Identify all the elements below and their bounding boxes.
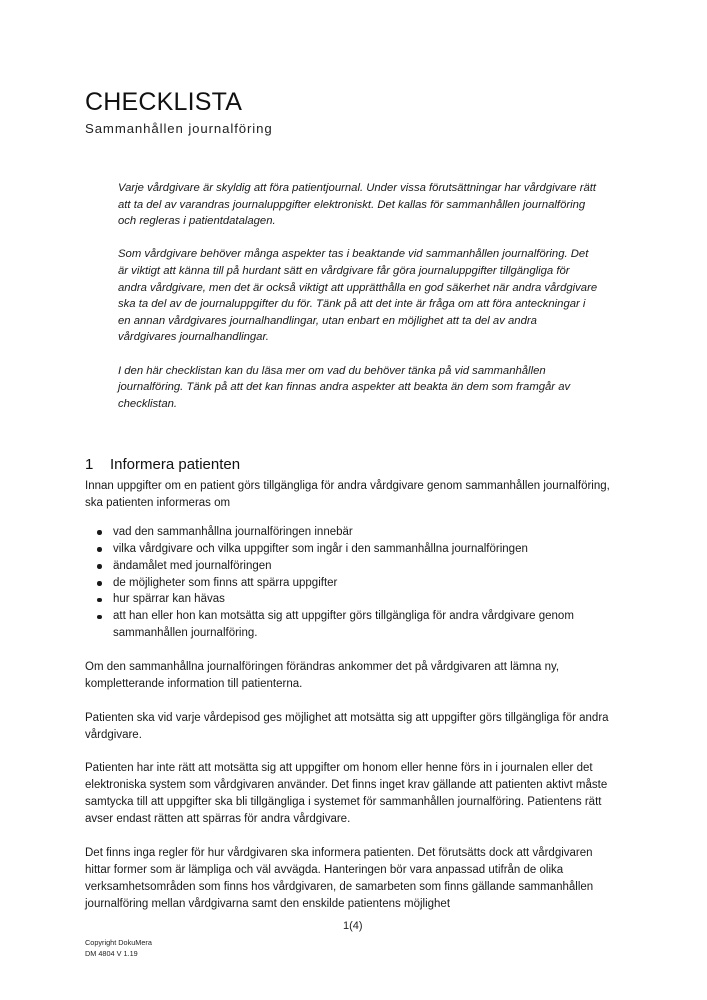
document-subtitle: Sammanhållen journalföring <box>85 121 273 136</box>
intro-paragraph: Varje vårdgivare är skyldig att föra patientjournal. Under vissa förutsättningar har vårdgivare rätt att ta del av varandras journaluppgifter elektroniskt. Det kallas för sammanhållen journalföring och regleras i patientdatalagen. <box>118 182 597 228</box>
footer <box>85 937 152 959</box>
bullet-list <box>85 524 620 642</box>
list-item: ändamålet med journalföringen <box>113 558 620 575</box>
list-item: hur spärrar kan hävas <box>113 591 620 608</box>
section-title: Informera patienten <box>110 456 241 473</box>
intro-paragraph: Som vårdgivare behöver många aspekter tas i beaktande vid sammanhållen journalföring. Det är viktigt att känna till på hurdant sätt en vårdgivare får göra journaluppgifter tillgängliga för andra vårdgivare, men det är också viktigt att upprätthålla en god säkerhet när andra vårdgivare ska ta del av de journaluppgifter du för. Tänk på att det inte är fråga om att föra anteckningar i en annan vårdgivares journalhandlingar, utan enbart en möjlighet att ta del av andra vårdgivares journalhandlingar. <box>118 248 598 344</box>
section-lead: Innan uppgifter om en patient görs tillgängliga för andra vårdgivare genom sammanhållen journalföring, ska patienten informeras om <box>85 480 610 509</box>
intro-block <box>118 180 598 429</box>
list-item: de möjligheter som finns att spärra uppgifter <box>113 575 620 592</box>
list-item: att han eller hon kan motsätta sig att uppgifter görs tillgängliga för andra vårdgivare genom sammanhållen journalföring. <box>113 608 620 642</box>
section-number: 1 <box>85 456 94 473</box>
section-heading <box>85 455 240 475</box>
list-item: vilka vårdgivare och vilka uppgifter som ingår i den sammanhållna journalföringen <box>113 541 620 558</box>
body-paragraph: Om den sammanhållna journalföringen förändras ankommer det på vårdgivaren att lämna ny, kompletterande information till patienterna. <box>85 661 560 690</box>
body-paragraph: Det finns inga regler för hur vårdgivaren ska informera patienten. Det förutsätts dock att vårdgivaren hittar former som är lämpliga och väl avvägda. Hanteringen bör vara anpassad utifrån de olika verksamhetsområden som finns hos vårdgivaren, de samarbeten som finns gällande sammanhållen journalföring mellan vårdgivarna samt den enskilde patientens möjlighet <box>85 846 594 910</box>
body-paragraph: Patienten har inte rätt att motsätta sig att uppgifter om honom eller henne förs in i journalen eller det elektroniska system som vårdgivaren använder. Det finns inget krav gällande att patienten aktivt måste samtycka till att uppgifter ska bli tillgängliga i systemet för sammanhållen journalföring. Patientens rätt avser endast rätten att spärras för andra vårdgivare. <box>85 762 608 826</box>
section-body <box>85 478 620 929</box>
page-number: 1(4) <box>343 920 363 932</box>
footer-doc-id: DM 4804 V 1.19 <box>85 949 138 958</box>
list-item: vad den sammanhållna journalföringen innebär <box>113 524 620 541</box>
document-title: CHECKLISTA <box>85 88 243 116</box>
intro-paragraph: I den här checklistan kan du läsa mer om vad du behöver tänka på vid sammanhållen journalföring. Tänk på att det kan finnas andra aspekter att beakta än dem som framgår av checklistan. <box>118 364 571 410</box>
footer-copyright: Copyright DokuMera <box>85 938 152 947</box>
body-paragraph: Patienten ska vid varje vårdepisod ges möjlighet att motsätta sig att uppgifter görs tillgängliga för andra vårdgivare. <box>85 711 609 741</box>
